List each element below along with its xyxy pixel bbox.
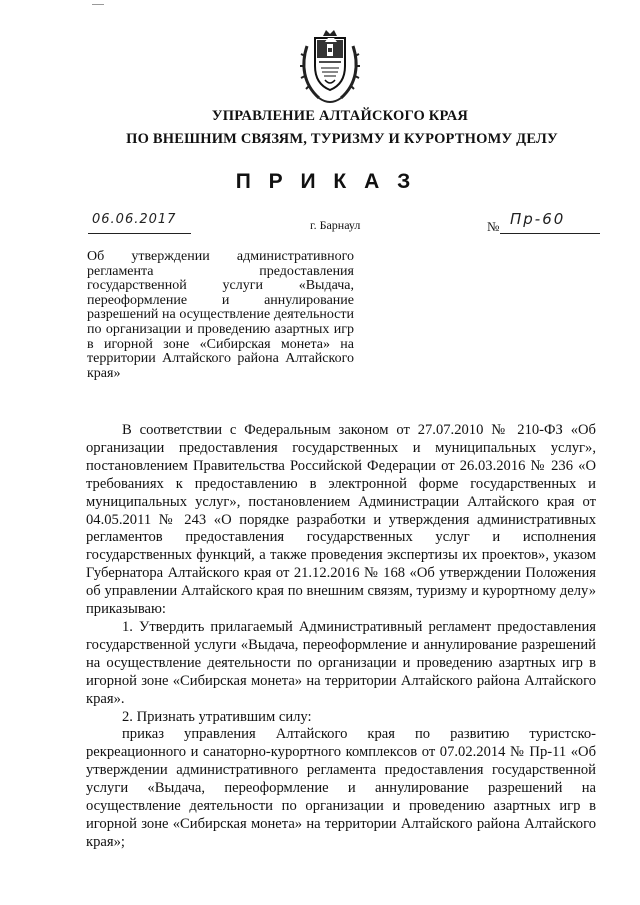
scan-mark bbox=[92, 4, 104, 5]
coat-of-arms-icon bbox=[299, 26, 361, 106]
body-paragraph-item-2: 2. Признать утратившим силу: bbox=[122, 708, 312, 725]
handwritten-order-number: Пр-60 bbox=[510, 210, 566, 228]
number-label: № bbox=[487, 219, 500, 234]
issue-city: г. Барнаул bbox=[310, 218, 361, 232]
body-paragraph-item-1: 1. Утвердить прилагаемый Административный регламент предоставления государственной услуги «Выдача, переоформление и аннулирование разрешений на осуществление деятельности по организации и проведению азартных игр в игорной зоне «Сибирская монета» на территории Алтайского района Алтайского края». bbox=[86, 618, 596, 707]
order-body bbox=[86, 422, 596, 852]
handwritten-date: 06.06.2017 bbox=[92, 212, 177, 227]
order-subject: Об утверждении административного регламента предоставления государственной услуги «Выдача, переоформление и аннулирование разрешений на осуществление деятельности по организации и проведению азартных игр в игорной зоне «Сибирская монета» на территории Алтайского района Алтайского края» bbox=[87, 249, 354, 381]
organization-name-line1: УПРАВЛЕНИЕ АЛТАЙСКОГО КРАЯ bbox=[211, 108, 469, 124]
organization-name-line2: ПО ВНЕШНИМ СВЯЗЯМ, ТУРИЗМУ И КУРОРТНОМУ ДЕЛУ bbox=[126, 131, 558, 147]
body-paragraph-preamble: В соответствии с Федеральным законом от 27.07.2010 № 210-ФЗ «Об организации предоставления государственных и муниципальных услуг», постановлением Правительства Российской Федерации от 26.03.2016 № 236 «О требованиях к предоставлению в электронной форме государственных и муниципальных услуг», постановлением Администрации Алтайского края от 04.05.2011 № 243 «О порядке разработки и утверждения административных регламентов предоставления государственных услуг и исполнения государственных функций, а также проведения экспертизы их проектов», указом Губернатора Алтайского края от 21.12.2016 № 168 «Об утверждении Положения об управлении Алтайского края по внешним связям, туризму и курортному делу» приказываю: bbox=[86, 422, 596, 618]
document-type-title: П Р И К А З bbox=[235, 170, 417, 193]
body-paragraph-item-2-detail: приказ управления Алтайского края по развитию туристско-рекреационного и санаторно-курортного комплексов от 07.02.2014 № Пр-11 «Об утверждении административного регламента предоставления государственной услуги «Выдача, переоформление и аннулирование разрешений на осуществление деятельности по организации и проведению азартных игр в игорной зоне «Сибирская монета» на территории Алтайского района Алтайского края»; bbox=[86, 726, 596, 850]
